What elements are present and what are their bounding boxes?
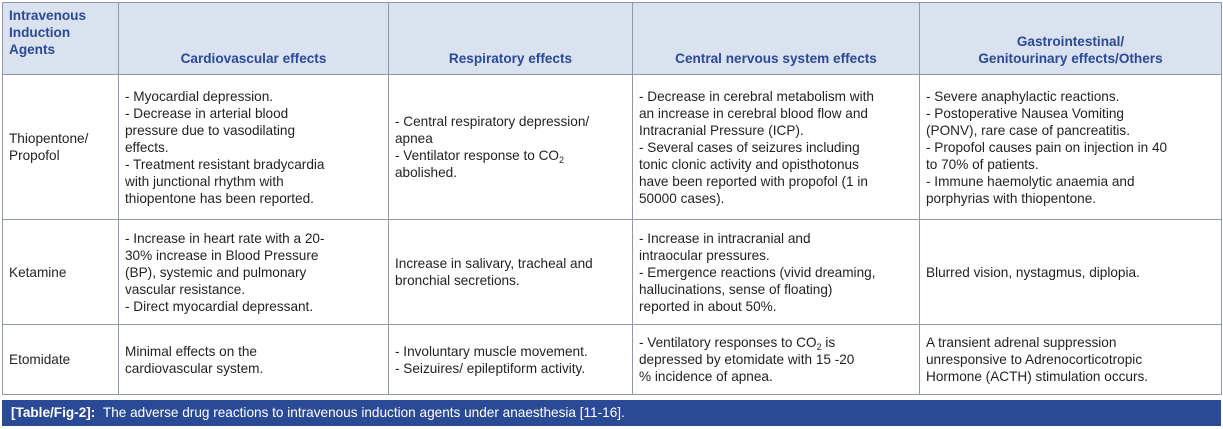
cardiovascular-cell: - Increase in heart rate with a 20- 30% increase in Blood Pressure (BP), systemic and pulmonary vascular resistance. - Direct myocardial depressant. xyxy=(119,220,389,325)
header-cardiovascular: Cardiovascular effects xyxy=(119,3,389,75)
agent-cell: Ketamine xyxy=(3,220,119,325)
table-row xyxy=(3,75,1222,220)
table-row xyxy=(3,220,1222,325)
cns-cell: - Decrease in cerebral metabolism with an increase in cerebral blood flow and Intracranial Pressure (ICP). - Several cases of seizures including tonic clonic activity and opisthotonus have been reported with propofol (1 in 50000 cases). xyxy=(633,75,920,220)
cardiovascular-cell: Minimal effects on the cardiovascular system. xyxy=(119,325,389,395)
gi-cell: A transient adrenal suppression unresponsive to Adrenocorticotropic Hormone (ACTH) stimulation occurs. xyxy=(920,325,1222,395)
respiratory-cell: - Involuntary muscle movement. - Seizuires/ epileptiform activity. xyxy=(389,325,633,395)
subscript: 2 xyxy=(816,342,822,352)
adverse-reactions-table xyxy=(2,2,1222,395)
respiratory-cell: Increase in salivary, tracheal and bronchial secretions. xyxy=(389,220,633,325)
header-respiratory: Respiratory effects xyxy=(389,3,633,75)
subscript: 2 xyxy=(558,155,564,165)
table-row xyxy=(3,325,1222,395)
cardiovascular-cell: - Myocardial depression. - Decrease in arterial blood pressure due to vasodilating effects. - Treatment resistant bradycardia with junctional rhythm with thiopentone has been reported. xyxy=(119,75,389,220)
header-agent: Intravenous Induction Agents xyxy=(3,3,119,75)
gi-cell: Blurred vision, nystagmus, diplopia. xyxy=(920,220,1222,325)
agent-cell: Thiopentone/ Propofol xyxy=(3,75,119,220)
figure-caption xyxy=(2,400,1221,426)
respiratory-cell: - Central respiratory depression/ apnea - Ventilator response to $CO_2$ abolished. xyxy=(389,75,633,220)
header-gi: Gastrointestinal/ Genitourinary effects/Others xyxy=(920,3,1222,75)
caption-text: The adverse drug reactions to intravenous induction agents under anaesthesia [11-16]. xyxy=(102,405,625,420)
gi-cell: - Severe anaphylactic reactions. - Postoperative Nausea Vomiting (PONV), rare case of pancreatitis. - Propofol causes pain on injection in 40 to 70% of patients. - Immune haemolytic anaemia and porphyrias with thiopentone. xyxy=(920,75,1222,220)
cns-cell: - Ventilatory responses to $CO_2$ is depressed by etomidate with 15 -20 % incidence of apnea. xyxy=(633,325,920,395)
header-row xyxy=(3,3,1222,75)
header-cns: Central nervous system effects xyxy=(633,3,920,75)
agent-cell: Etomidate xyxy=(3,325,119,395)
caption-label: [Table/Fig-2]: xyxy=(11,405,96,420)
cns-cell: - Increase in intracranial and intraocular pressures. - Emergence reactions (vivid dreaming, hallucinations, sense of floating) reported in about 50%. xyxy=(633,220,920,325)
